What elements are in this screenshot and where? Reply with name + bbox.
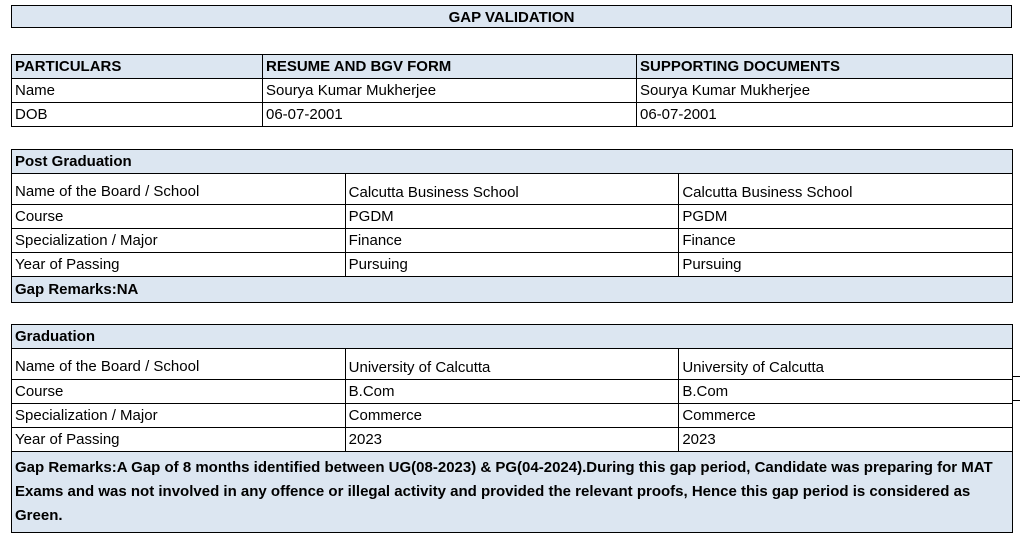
row-label: Name of the Board / School	[12, 349, 346, 380]
header-particulars: PARTICULARS	[12, 55, 263, 79]
resume-value: PGDM	[345, 205, 679, 229]
particulars-table	[11, 54, 1013, 127]
remarks-row	[12, 452, 1013, 533]
document-value: Sourya Kumar Mukherjee	[637, 79, 1013, 103]
table-row	[12, 229, 1013, 253]
document-value: 2023	[679, 428, 1013, 452]
table-row	[12, 253, 1013, 277]
resume-value: 06-07-2001	[263, 103, 637, 127]
table-row	[12, 174, 1013, 205]
table-row	[12, 79, 1013, 103]
section-heading-row	[12, 150, 1013, 174]
document-value: Commerce	[679, 404, 1013, 428]
gap-remarks: Gap Remarks:A Gap of 8 months identified between UG(08-2023) & PG(04-2024).During this gap period, Candidate was preparing for MAT Exams and was not involved in any offence or illegal activity and provided the relevant proofs, Hence this gap period is considered as Green.	[12, 452, 1013, 533]
header-supporting-documents: SUPPORTING DOCUMENTS	[637, 55, 1013, 79]
document-value: Calcutta Business School	[679, 174, 1013, 205]
gridline-fragment	[1013, 400, 1020, 401]
table-row	[12, 428, 1013, 452]
table-row	[12, 103, 1013, 127]
resume-value: Pursuing	[345, 253, 679, 277]
row-label: Course	[12, 380, 346, 404]
resume-value: Commerce	[345, 404, 679, 428]
row-label: Name	[12, 79, 263, 103]
row-label: Specialization / Major	[12, 404, 346, 428]
table-row	[12, 380, 1013, 404]
resume-value: Finance	[345, 229, 679, 253]
header-resume-bgv: RESUME AND BGV FORM	[263, 55, 637, 79]
table-row	[12, 205, 1013, 229]
gap-remarks: Gap Remarks:NA	[12, 277, 1013, 303]
row-label: Year of Passing	[12, 253, 346, 277]
row-label: DOB	[12, 103, 263, 127]
gridline-fragment	[1013, 376, 1020, 377]
document-value: Pursuing	[679, 253, 1013, 277]
row-label: Specialization / Major	[12, 229, 346, 253]
row-label: Course	[12, 205, 346, 229]
graduation-table	[11, 324, 1013, 533]
resume-value: Calcutta Business School	[345, 174, 679, 205]
row-label: Year of Passing	[12, 428, 346, 452]
section-heading: Post Graduation	[12, 150, 1013, 174]
table-row	[12, 349, 1013, 380]
post-graduation-table	[11, 149, 1013, 303]
document-value: B.Com	[679, 380, 1013, 404]
document-value: University of Calcutta	[679, 349, 1013, 380]
particulars-header-row	[12, 55, 1013, 79]
row-label: Name of the Board / School	[12, 174, 346, 205]
document-value: 06-07-2001	[637, 103, 1013, 127]
resume-value: Sourya Kumar Mukherjee	[263, 79, 637, 103]
document-value: PGDM	[679, 205, 1013, 229]
remarks-row	[12, 277, 1013, 303]
table-row	[12, 404, 1013, 428]
section-heading-row	[12, 325, 1013, 349]
document-value: Finance	[679, 229, 1013, 253]
section-heading: Graduation	[12, 325, 1013, 349]
resume-value: B.Com	[345, 380, 679, 404]
resume-value: University of Calcutta	[345, 349, 679, 380]
page-title: GAP VALIDATION	[11, 5, 1012, 28]
resume-value: 2023	[345, 428, 679, 452]
